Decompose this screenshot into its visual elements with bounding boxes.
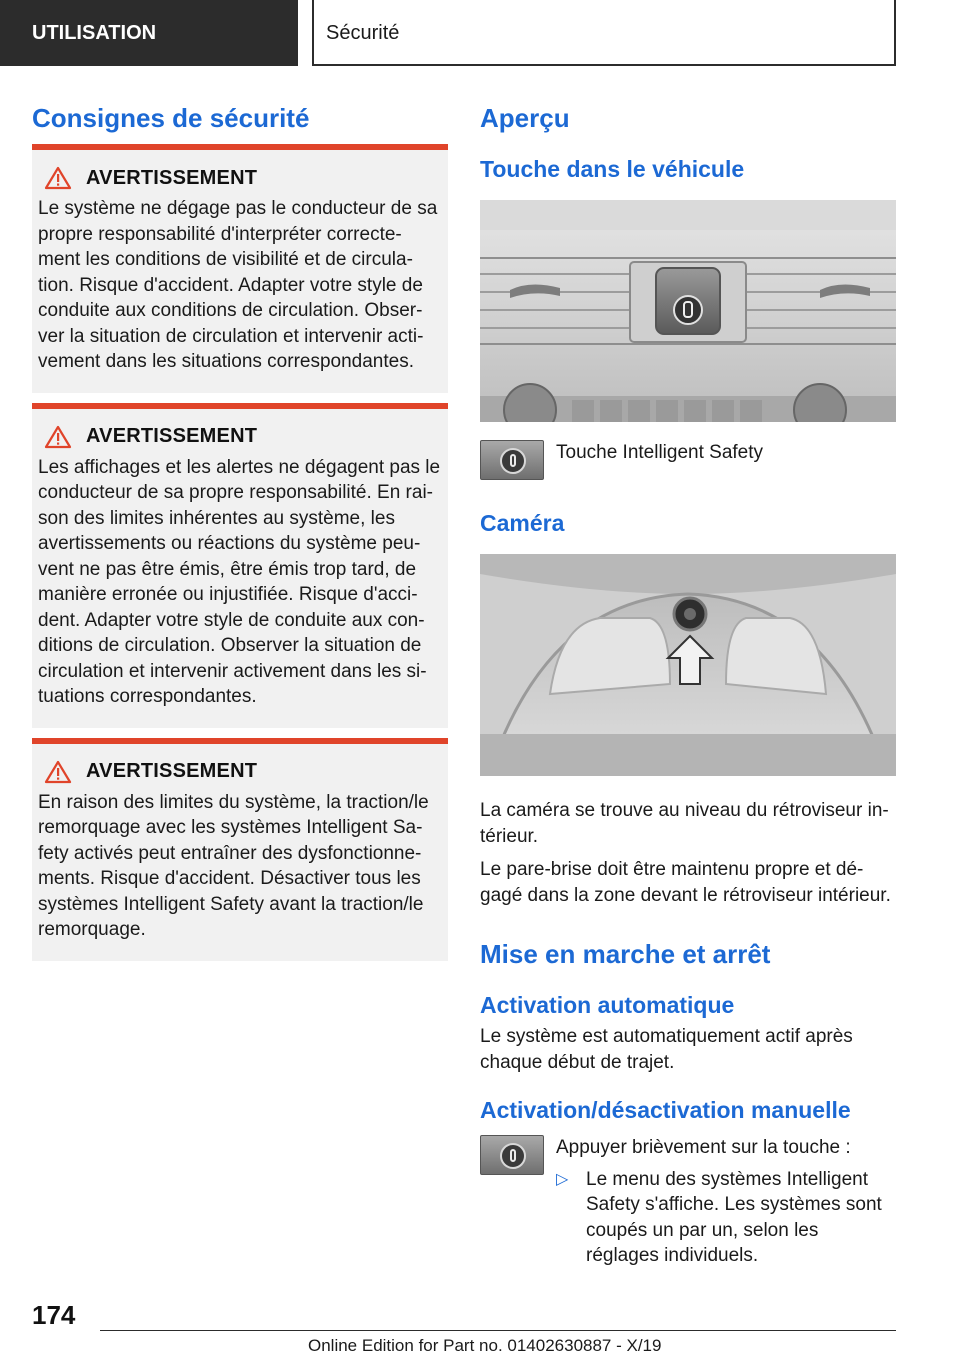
button-caption: Touche Intelligent Safety — [556, 442, 764, 463]
button-caption-row — [480, 440, 896, 480]
safety-title: Consignes de sécurité — [32, 103, 310, 133]
bullet-item — [556, 1167, 896, 1269]
section-tab: UTILISATION — [0, 0, 298, 66]
camera-photo — [480, 554, 896, 776]
camera-subtitle: Caméra — [480, 510, 565, 536]
warning-triangle-icon — [44, 760, 72, 784]
button-subtitle: Touche dans le véhicule — [480, 156, 745, 182]
intelligent-safety-button-icon — [480, 1135, 544, 1175]
warning-triangle-icon — [44, 166, 72, 190]
warning-text: En raison des limites du système, la traction/le remorquage avec les systèmes Intelligent Sa-fety activés peut entraîner des dysfonctionne-ments. Risque d'accident. Désactiver tous les systèmes Intelligent Safety avant la traction/le remorquage. — [38, 791, 429, 940]
warning-text: Les affichages et les alertes ne dégagent pas le conducteur de sa propre responsabilité. En rai-son des limites inhérentes au système, les avertissements ou réactions du système peu-vent ne pas être émis, être émis trop tard, de manière erronée ou injustifiée. Risque d'acci-dent. Adapter votre style de conduite aux con-ditions de circulation. Observer la situation de circulation et intervenir activement dans les si-tuations correspondantes. — [38, 456, 441, 707]
footer-divider — [100, 1330, 896, 1331]
bullet-text: Le menu des systèmes Intelligent Safety s'affiche. Les systèmes sont coupés un par un, selon les réglages individuels. — [586, 1168, 882, 1266]
windshield-illustration — [480, 554, 896, 776]
warning-label: AVERTISSEMENT — [86, 760, 258, 782]
left-column — [32, 100, 448, 961]
dashboard-button-photo — [480, 200, 896, 422]
warning-triangle-icon — [44, 425, 72, 449]
warning-text: Le système ne dégage pas le conducteur de sa propre responsabilité d'interpréter correcte-ment les conditions de visibilité et de circula-tion. Risque d'accident. Adapter votre style de conduite aux conditions de circulation. Obser-ver la situation de circulation et intervenir acti-vement dans les situations correspondantes. — [38, 198, 438, 372]
warning-label: AVERTISSEMENT — [86, 425, 258, 447]
onoff-title: Mise en marche et arrêt — [480, 939, 771, 969]
manual-activation-subtitle: Activation/désactivation manuelle — [480, 1097, 851, 1123]
manual-activation-text: Appuyer brièvement sur la touche : — [556, 1137, 851, 1158]
intelligent-safety-button-icon — [480, 440, 544, 480]
edition-note: Online Edition for Part no. 01402630887 - X/19 — [308, 1336, 662, 1355]
page-number: 174 — [32, 1300, 76, 1330]
manual-activation-row — [480, 1135, 896, 1269]
warning-box-3 — [32, 738, 448, 961]
camera-paragraph-1: La caméra se trouve au niveau du rétroviseur in-térieur. — [480, 800, 889, 847]
bullet-triangle-icon: ▷ — [556, 1170, 569, 1188]
dashboard-illustration — [480, 200, 896, 422]
auto-activation-text: Le système est automatiquement actif après chaque début de trajet. — [480, 1026, 853, 1073]
overview-title: Aperçu — [480, 103, 570, 133]
camera-paragraph-2: Le pare-brise doit être maintenu propre et dé-gagé dans la zone devant le rétroviseur intérieur. — [480, 859, 891, 906]
chapter-tab: Sécurité — [312, 0, 896, 66]
right-column — [480, 100, 896, 1269]
auto-activation-subtitle: Activation automatique — [480, 992, 735, 1018]
warning-box-1 — [32, 144, 448, 393]
warning-box-2 — [32, 403, 448, 728]
warning-label: AVERTISSEMENT — [86, 166, 258, 189]
